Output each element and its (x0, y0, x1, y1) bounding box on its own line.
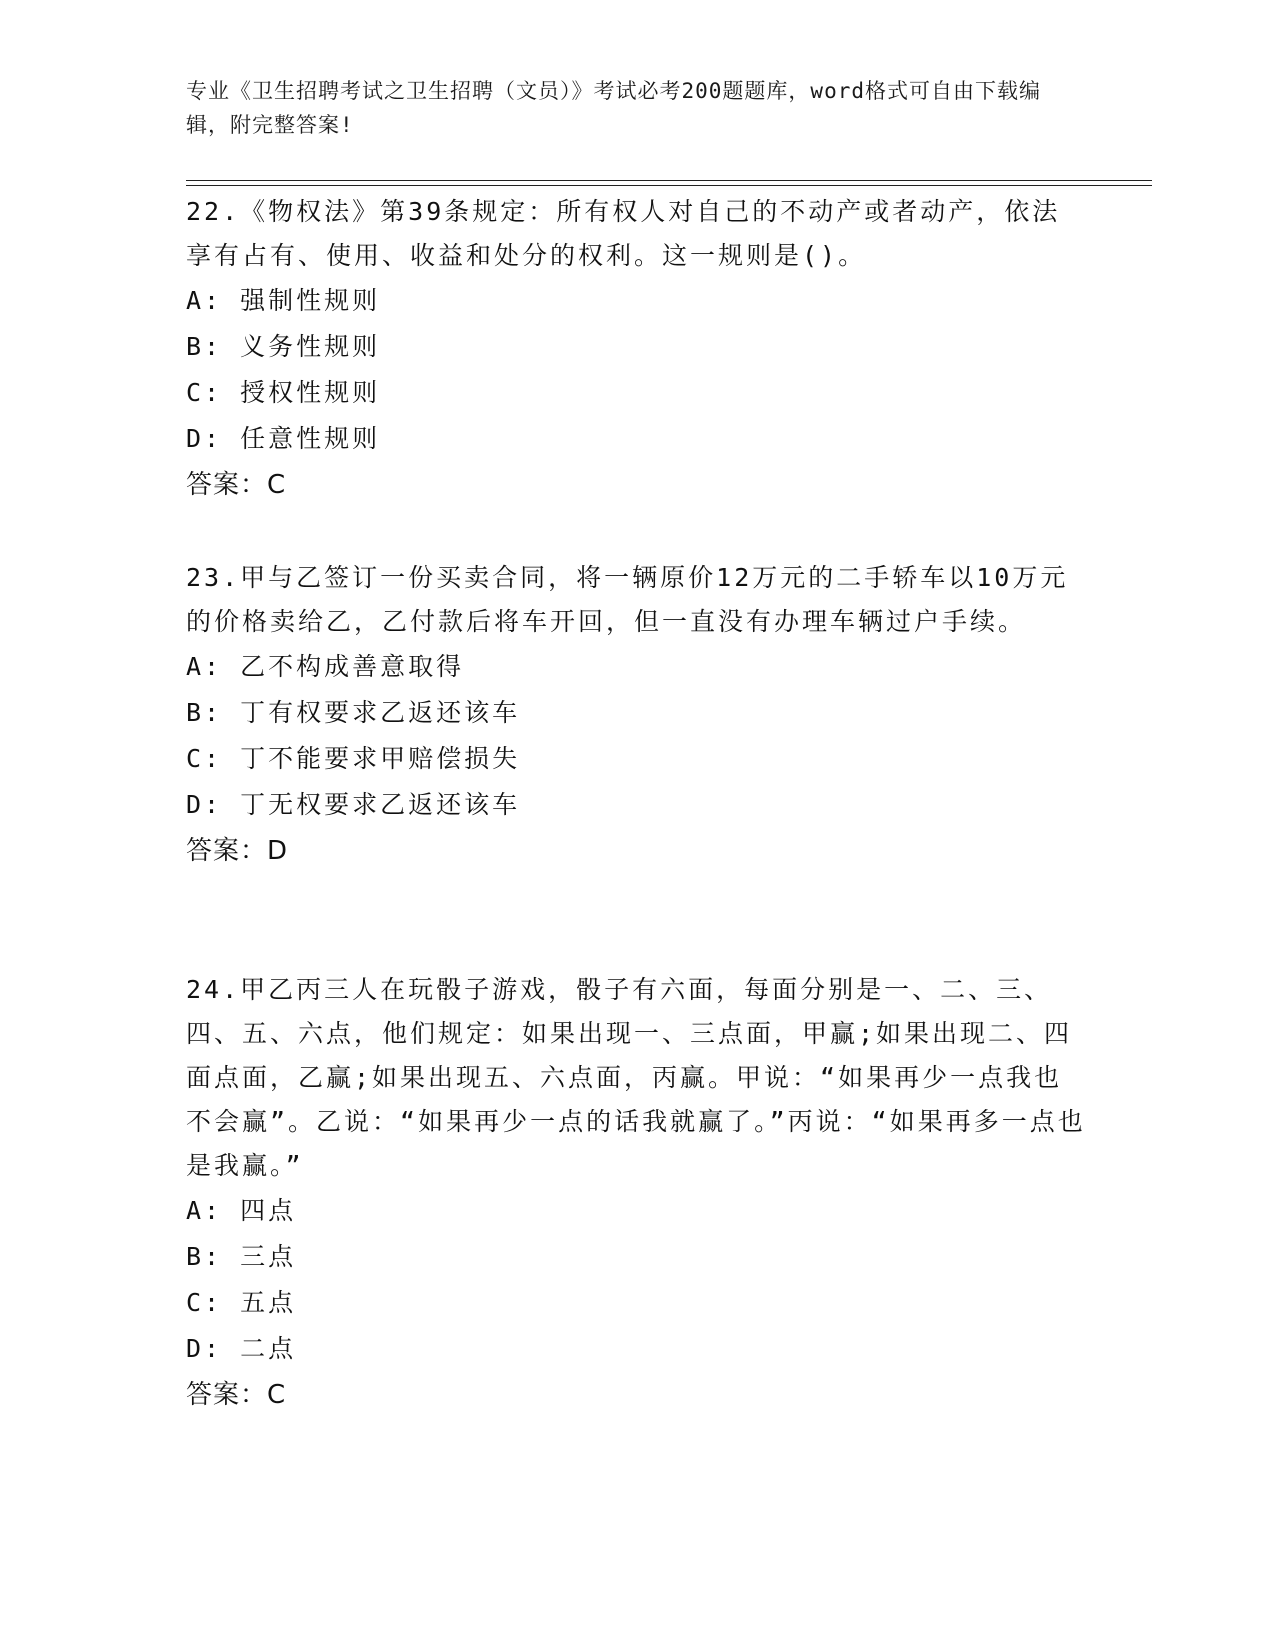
question-23 (186, 556, 1086, 874)
option-a: A: 强制性规则 (186, 286, 381, 315)
option-list (186, 278, 1086, 462)
option-a: A: 乙不构成善意取得 (186, 652, 465, 681)
question-stem: 23.甲与乙签订一份买卖合同，将一辆原价12万元的二手轿车以10万元的价格卖给乙，乙付款后将车开回，但一直没有办理车辆过户手续。 (186, 563, 1069, 636)
answer-line: 答案：C (186, 1380, 287, 1410)
question-stem: 24.甲乙丙三人在玩骰子游戏，骰子有六面，每面分别是一、二、三、四、五、六点，他们规定：如果出现一、三点面，甲赢;如果出现二、四面点面，乙赢;如果出现五、六点面，丙赢。甲说：“如果再少一点我也不会赢”。乙说：“如果再少一点的话我就赢了。”丙说：“如果再多一点也是我赢。” (186, 975, 1086, 1180)
option-list (186, 644, 1086, 828)
question-24 (186, 968, 1086, 1418)
question-stem: 22.《物权法》第39条规定：所有权人对自己的不动产或者动产，依法享有占有、使用、收益和处分的权利。这一规则是()。 (186, 197, 1061, 270)
header-divider-bottom (186, 185, 1152, 186)
option-b: B: 丁有权要求乙返还该车 (186, 698, 521, 727)
option-b: B: 义务性规则 (186, 332, 381, 361)
option-d: D: 丁无权要求乙返还该车 (186, 790, 521, 819)
option-a: A: 四点 (186, 1196, 297, 1225)
header-divider-top (186, 180, 1152, 181)
option-d: D: 任意性规则 (186, 424, 381, 453)
answer-line: 答案：C (186, 470, 287, 500)
document-header: 专业《卫生招聘考试之卫生招聘（文员）》考试必考200题题库，word格式可自由下载编辑，附完整答案! (186, 79, 1041, 137)
option-d: D: 二点 (186, 1334, 297, 1363)
option-c: C: 丁不能要求甲赔偿损失 (186, 744, 521, 773)
question-22 (186, 190, 1086, 508)
option-list (186, 1188, 1086, 1372)
option-b: B: 三点 (186, 1242, 297, 1271)
option-c: C: 五点 (186, 1288, 297, 1317)
option-c: C: 授权性规则 (186, 378, 381, 407)
answer-line: 答案：D (186, 836, 289, 866)
